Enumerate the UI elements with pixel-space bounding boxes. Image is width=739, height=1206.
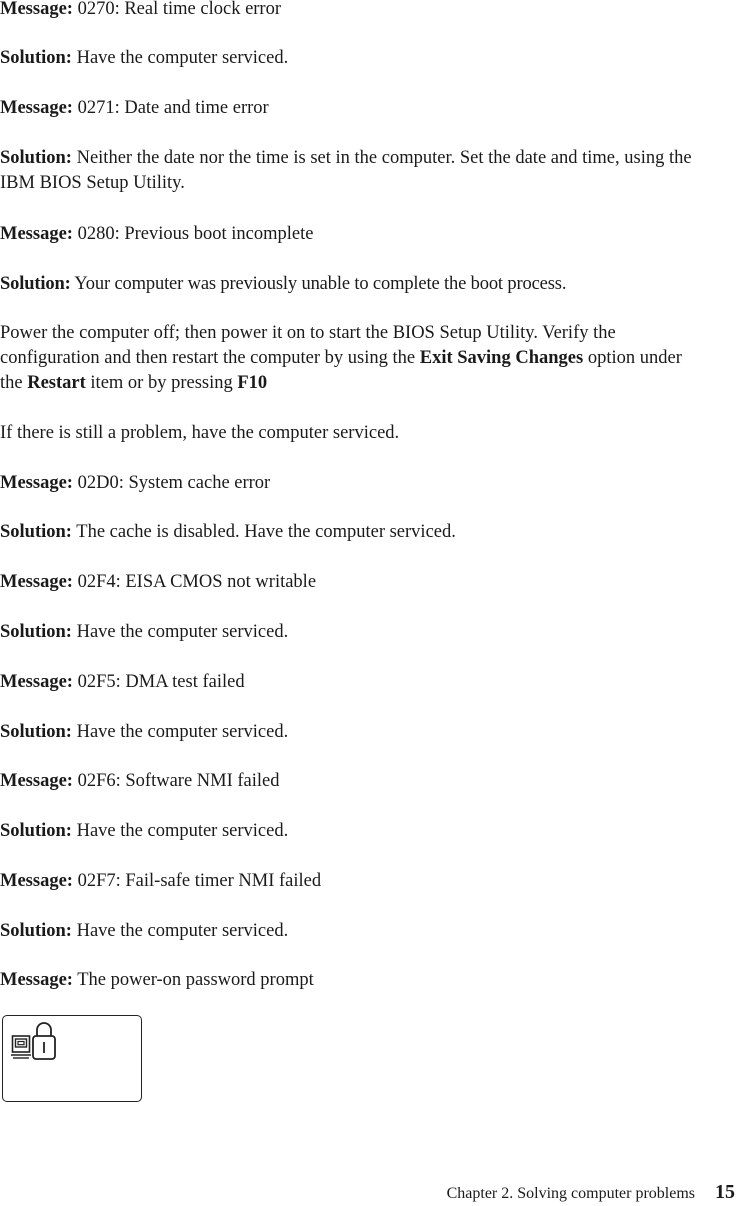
- problem-note: If there is still a problem, have the computer serviced.: [0, 423, 400, 443]
- message-line: [0, 869, 735, 894]
- solution-text: Neither the date nor the time is set in the computer. Set the date and time, using the IBM BIOS Setup Utility.: [0, 148, 692, 193]
- solution-label: Solution:: [0, 148, 72, 168]
- message-text: 0271: Date and time error: [77, 98, 269, 118]
- message-text: 0270: Real time clock error: [77, 0, 282, 19]
- message-text: The power-on password prompt: [77, 970, 314, 990]
- boot-note-text: option under the: [0, 348, 682, 393]
- solution-line: [0, 720, 735, 745]
- solution-line: [0, 819, 735, 844]
- message-text: 02D0: System cache error: [77, 473, 271, 493]
- solution-label: Solution:: [0, 821, 72, 841]
- f10-key: F10: [237, 373, 268, 393]
- message-label: Message:: [0, 970, 73, 990]
- message-text: 02F7: Fail-safe timer NMI failed: [77, 871, 322, 891]
- message-line: [0, 570, 735, 595]
- password-prompt-icons: [11, 1022, 57, 1064]
- padlock-icon: [33, 1023, 55, 1059]
- message-text: 02F4: EISA CMOS not writable: [77, 572, 317, 592]
- message-label: Message:: [0, 572, 73, 592]
- message-label: Message:: [0, 224, 73, 244]
- solution-line: [0, 272, 739, 297]
- solution-text: Have the computer serviced.: [76, 48, 289, 68]
- solution-text: Have the computer serviced.: [76, 722, 289, 742]
- message-text: 0280: Previous boot incomplete: [77, 224, 314, 244]
- solution-text: Have the computer serviced.: [76, 921, 289, 941]
- message-line: [0, 769, 735, 794]
- message-label: Message:: [0, 473, 73, 493]
- solution-label: Solution:: [0, 622, 72, 642]
- exit-saving-changes-option: Exit Saving Changes: [419, 348, 584, 368]
- message-line: [0, 222, 735, 247]
- message-label: Message:: [0, 0, 73, 19]
- message-label: Message:: [0, 871, 73, 891]
- boot-note: [0, 321, 700, 396]
- boot-note-text: item or by pressing: [85, 373, 238, 393]
- restart-item: Restart: [27, 373, 86, 393]
- solution-label: Solution:: [0, 48, 72, 68]
- boot-note-text: Power the computer off; then power it on to start the BIOS Setup Utility. Verify the configuration and then restart the computer by using the: [0, 323, 616, 368]
- message-label: Message:: [0, 672, 73, 692]
- solution-label: Solution:: [0, 921, 72, 941]
- solution-text: Have the computer serviced.: [76, 821, 289, 841]
- chapter-title: Chapter 2. Solving computer problems: [446, 1185, 695, 1202]
- solution-line: [0, 146, 712, 196]
- message-line: [0, 968, 735, 993]
- solution-label: Solution:: [0, 522, 72, 542]
- message-text: 02F6: Software NMI failed: [77, 771, 280, 791]
- message-label: Message:: [0, 98, 73, 118]
- solution-label: Solution:: [0, 274, 71, 294]
- computer-icon: [11, 1036, 31, 1058]
- message-line: [0, 0, 735, 22]
- password-prompt-screen: [2, 1015, 142, 1102]
- page-number: 15: [715, 1181, 735, 1203]
- solution-text: Have the computer serviced.: [76, 622, 289, 642]
- message-label: Message:: [0, 771, 73, 791]
- message-line: [0, 670, 735, 695]
- solution-text: The cache is disabled. Have the computer serviced.: [76, 522, 456, 542]
- page-footer: [447, 1180, 735, 1206]
- message-text: 02F5: DMA test failed: [77, 672, 245, 692]
- solution-line: [0, 520, 735, 545]
- solution-line: [0, 46, 735, 71]
- solution-text: Your computer was previously unable to complete the boot process.: [74, 274, 567, 294]
- solution-label: Solution:: [0, 722, 72, 742]
- solution-line: [0, 919, 735, 944]
- solution-line: [0, 620, 735, 645]
- message-line: [0, 96, 735, 121]
- message-line: [0, 471, 735, 496]
